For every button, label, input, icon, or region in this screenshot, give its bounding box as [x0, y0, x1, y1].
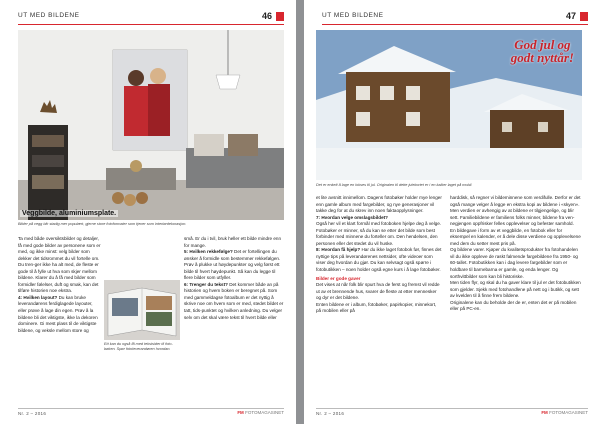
magazine-logo: FM FOTOMAGASINET: [541, 410, 588, 415]
left-page: [0, 0, 296, 424]
section-title: UT MED BILDENE: [18, 12, 80, 19]
paragraph: Det kommer både an på historien og hvem boken er beregnet på. Som med gammeldagse fotoalbum er det nyttig å skrive noe om hvem som er med, stedet bildet er tatt, tids-punktet og hvilken anledning. Du velger selv om det skal være tekst til hvert bilde eller: [184, 281, 284, 320]
page-header: [322, 12, 588, 24]
issue-number: Nr. 2 – 2016: [316, 411, 345, 416]
paragraph: Ta med både oversiktsbilder og detaljer, få med gode bilder av personene som er med, og ikke minst: velg bilder som dekker det tidsrommet du vil fortelle om. Du tren-ger ikke ha alt med, de fleste er gode til å fylle ut hva som skjer mellom bildene. Klarer du å få med bilder som formidler følelser, duft og smak, kan det tilføre historien noe ekstra.: [18, 236, 101, 294]
page-footer: [18, 408, 284, 416]
paragraph: Men tiden flyr, og skal du ha gaver klare til jul er det fotobutikken som gjelder. Sjekk med fotohandlene på nett og i butikk, og sett av kvelden til å finne frem bildene.: [450, 280, 581, 299]
christmas-card-photo: [316, 30, 582, 180]
greeting-line-1: God jul og: [514, 37, 571, 52]
paragraph: Har du ikke laget fotobok før, finnes det nyttige tips på leverandørenes nettsider, ofte videoer som viser deg hvordan du gjør. Du kan selvsagt også spørre i fotobutikken – noen holder også egne kurs i å lage fotobøker.: [316, 247, 442, 273]
greeting-line-2: godt nyttår!: [510, 50, 574, 65]
page-number: 47: [565, 11, 576, 21]
paragraph: Det er fortellingen du ønsker å formidle som bestemmer rekkefølgen. Prøv å plukke ut høydepunkter og velg først ett bilde til hvert høydepunkt. Så kan du legge til flere bilder som utfyller.: [184, 249, 281, 281]
book-caption: Ett kan du også få med tekstsider til foto-bøken. Spør fotoleverandøren hvordan.: [104, 342, 173, 352]
accent-box: [580, 12, 588, 21]
paragraph: En bildegave i form av et veggbilde, en fotobok eller for eksempel en kalender, er å dele disse verdiene og opplevelsene med dem du setter mest pris på.: [450, 227, 581, 246]
body-column-2: [184, 236, 284, 321]
subheading: 5: Hvilken rekkefølge?: [184, 249, 233, 255]
right-page: [304, 0, 600, 424]
card-greeting: [511, 38, 574, 64]
paragraph: Men verdien er avhengig av at bildene er tilgjengelige, og blir sett. Familiebildene er familiens folks minner, bildene fra ven-negjengen oppfrisker felles opplevelser og befester samhold.: [450, 208, 575, 227]
living-room-photo: [18, 30, 284, 220]
subheading: 4: Hvilken layout?: [18, 294, 58, 300]
header-rule: [18, 24, 284, 25]
paragraph: Det vises at når folk blir spurt hva de ferst og fremst vil redde ut av et brennende hus, svarer de fleste at etter mennesker og dyr er det bildene.: [316, 282, 440, 301]
paragraph: Du kan bruke leverandørens ferdiglagede layouter, eller prøve å lage din egen. Prøv å la bildene bli det viktigste, ikke la dekoren dominere. Gi mest plass til de viktigste bildene, og veksle mellom store og: [18, 294, 98, 333]
page-footer: [316, 408, 588, 416]
body-column-1: [18, 236, 102, 334]
body-column-1: [316, 195, 442, 315]
header-rule: [322, 24, 588, 25]
paragraph: Enten bildene er i album, fotobøker, papirkopier, minnekort, på mobilen eller på: [316, 301, 437, 314]
body-column-2: [450, 195, 582, 313]
subheading: Bilder er gode gaver: [316, 275, 361, 281]
issue-number: Nr. 2 – 2016: [18, 411, 47, 416]
subheading: 7: Hvordan velge omslagsbildet?: [316, 214, 388, 220]
magazine-logo: FM FOTOMAGASINET: [237, 410, 284, 415]
photo-label: Veggbilde, aluminiumsplate.: [22, 210, 117, 217]
paragraph: et lite avsnitt innimellom. Dagens fotobøker holder mye lenger enn gamle album med fargebilder, og nye generasjoner vil takke deg for at du skrev inn noen faktaopplysninger.: [316, 195, 442, 214]
page-header: [18, 12, 284, 24]
paragraph: Og bildene varer. Kjøper du kvalitetsprodukter fra fotohandelen vil du ikke oppleve de raskt falmende fargebildene fra 1950- og 60-tallet. Fotobutikken kan i dag levere fargebilder som er holdbare til barnebarna er gamle, og enda lenger. Og sorthvittbilder som kan bli historiske.: [450, 247, 578, 279]
subheading: 6: Trenger du tekst?: [184, 281, 228, 287]
paragraph: små. Er du i tvil, bruk heller ett bilde mindre enn for mange.: [184, 236, 282, 248]
accent-box: [276, 12, 284, 21]
paragraph: harddisk, så regner vi bildeminnene som verdifulle. Derfor er det også mange velger å legge en ekstra kopi av bildene i «skyen».: [450, 195, 581, 207]
photobook-photo: [104, 280, 180, 340]
subheading: 8: Hvordan få hjelp?: [316, 247, 361, 253]
photo-caption: Det er enkelt å lage en lokses til jul. Originalen til dette julekortet er i en kalker laget på mobil.: [316, 183, 473, 187]
paragraph: Også her vil et klart formål med fotoboken hjelpe deg å velge. Fotobøker er minner, så du kan se etter det bilde som best forbinder med minnene du forteller om. Den hendelsen, den personen eller det stedet du vil huske.: [316, 221, 442, 246]
page-number: 46: [261, 11, 272, 21]
paragraph: Originalene kan du beholde der de er, enten det er på mobilen eller på PC-en.: [450, 299, 577, 312]
section-title: UT MED BILDENE: [322, 12, 384, 19]
photo-caption: Bilder på vegg blir stadig mer populært, gjerne store fotoformater som tjener som interiørdekorasjon.: [18, 222, 187, 226]
